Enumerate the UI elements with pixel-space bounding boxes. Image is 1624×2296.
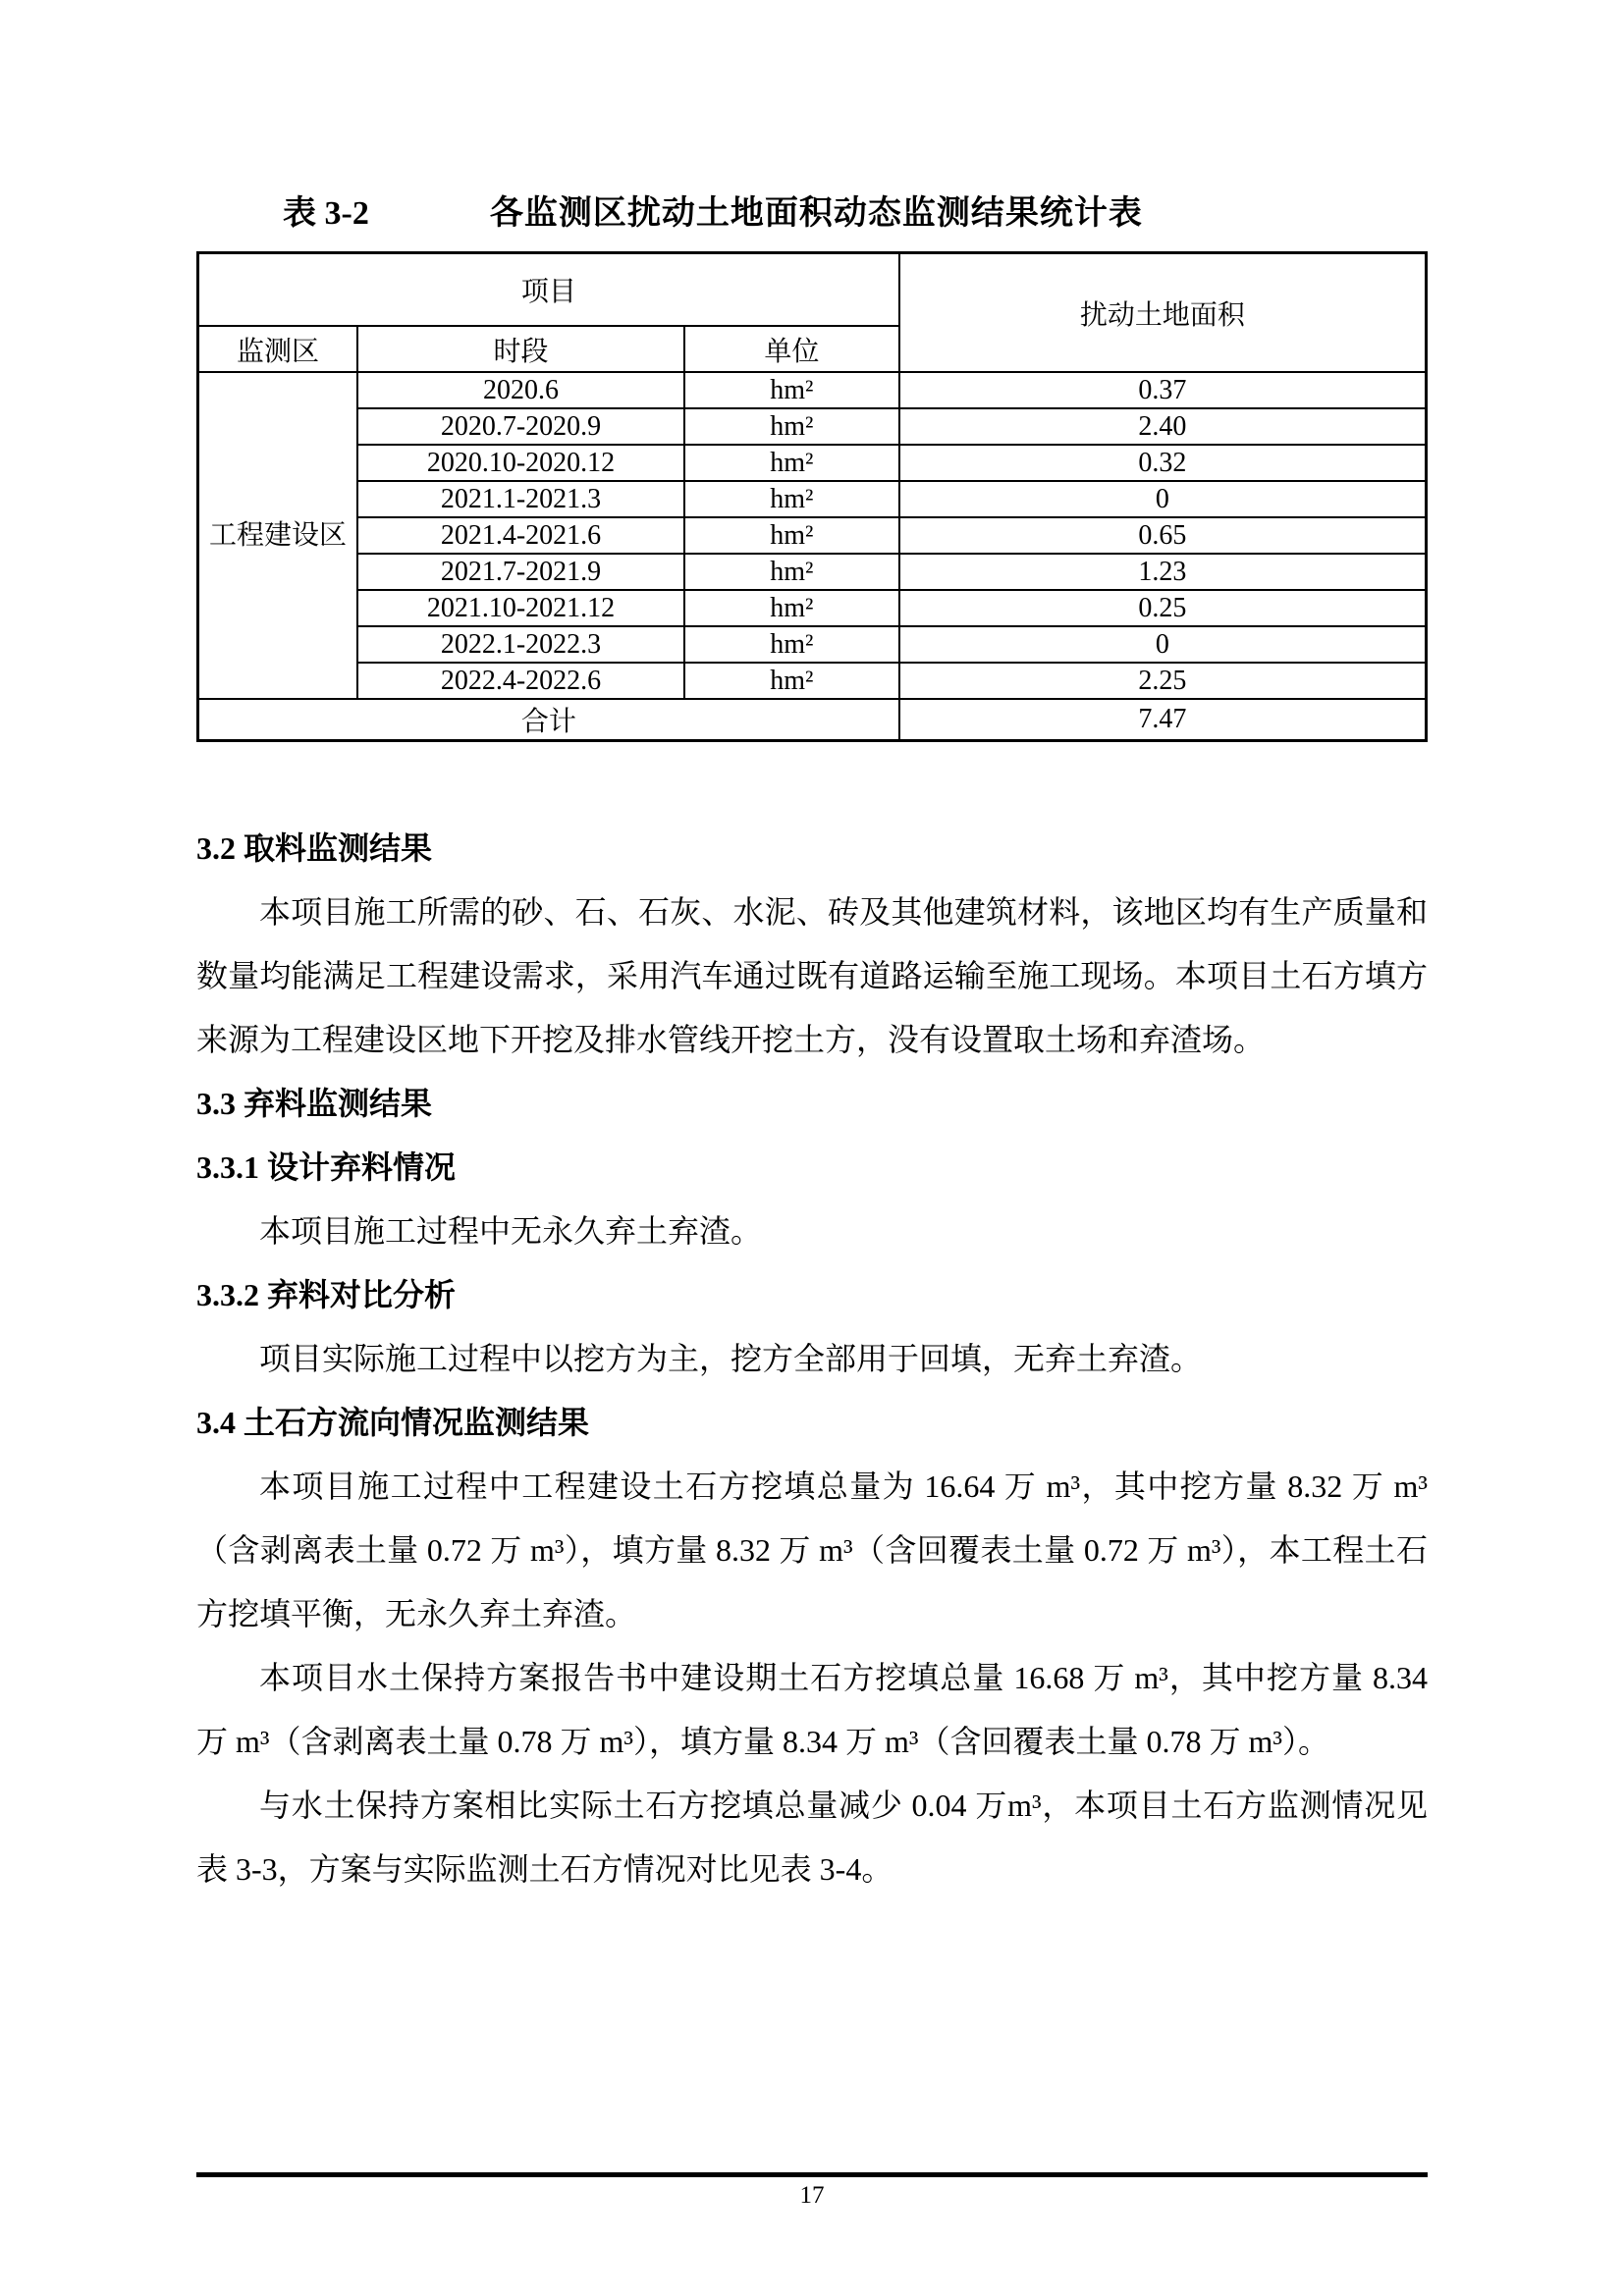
table-header-row-1: [198, 253, 1427, 327]
unit-cell: hm²: [684, 517, 899, 554]
header-project: 项目: [198, 253, 899, 327]
table-row: [198, 445, 1427, 481]
table-title: 各监测区扰动土地面积动态监测结果统计表: [489, 195, 1143, 232]
unit-cell: hm²: [684, 590, 899, 626]
paragraph: 本项目施工所需的砂、石、石灰、水泥、砖及其他建筑材料，该地区均有生产质量和数量均能满足工程建设需求，采用汽车通过既有道路运输至施工现场。本项目土石方填方来源为工程建设区地下开挖及排水管线开挖土方，没有设置取土场和弃渣场。: [196, 894, 1428, 1057]
section-heading-3-4: 3.4 土石方流向情况监测结果: [196, 1405, 590, 1440]
value-cell: 0: [899, 626, 1427, 663]
header-period: 时段: [357, 326, 684, 372]
period-cell: 2022.1-2022.3: [357, 626, 684, 663]
unit-cell: hm²: [684, 445, 899, 481]
table-caption: [196, 194, 1428, 234]
header-zone: 监测区: [198, 326, 358, 372]
header-disturbed-area: 扰动土地面积: [899, 253, 1427, 373]
value-cell: 0.65: [899, 517, 1427, 554]
table-row: [198, 626, 1427, 663]
table-row: [198, 517, 1427, 554]
table-row: [198, 481, 1427, 517]
header-unit: 单位: [684, 326, 899, 372]
unit-cell: hm²: [684, 408, 899, 445]
body-text: [196, 817, 1428, 1901]
paragraph: 项目实际施工过程中以挖方为主，挖方全部用于回填，无弃土弃渣。: [259, 1341, 1203, 1376]
document-page: [196, 194, 1428, 1901]
period-cell: 2021.4-2021.6: [357, 517, 684, 554]
value-cell: 0: [899, 481, 1427, 517]
section-heading-3-3-2: 3.3.2 弃料对比分析: [196, 1277, 457, 1312]
value-cell: 1.23: [899, 554, 1427, 590]
value-cell: 0.32: [899, 445, 1427, 481]
unit-cell: hm²: [684, 481, 899, 517]
value-cell: 0.37: [899, 372, 1427, 408]
unit-cell: hm²: [684, 663, 899, 699]
section-heading-3-3-1: 3.3.1 设计弃料情况: [196, 1149, 457, 1185]
value-cell: 0.25: [899, 590, 1427, 626]
period-cell: 2020.6: [357, 372, 684, 408]
section-heading-3-2: 3.2 取料监测结果: [196, 830, 433, 866]
total-value-cell: 7.47: [899, 699, 1427, 741]
table-row: [198, 554, 1427, 590]
paragraph: 本项目施工过程中无永久弃土弃渣。: [259, 1213, 763, 1249]
table-row: [198, 372, 1427, 408]
total-label-cell: 合计: [198, 699, 899, 741]
table-row: [198, 408, 1427, 445]
monitoring-table: [196, 251, 1428, 742]
table-label: 表 3-2: [283, 195, 369, 232]
zone-cell: 工程建设区: [198, 372, 358, 699]
period-cell: 2021.7-2021.9: [357, 554, 684, 590]
unit-cell: hm²: [684, 554, 899, 590]
unit-cell: hm²: [684, 372, 899, 408]
period-cell: 2022.4-2022.6: [357, 663, 684, 699]
value-cell: 2.25: [899, 663, 1427, 699]
paragraph: 本项目施工过程中工程建设土石方挖填总量为 16.64 万 m³，其中挖方量 8.32 万 m³（含剥离表土量 0.72 万 m³），填方量 8.32 万 m³（含回覆表土量 0.72 万 m³），本工程土石方挖填平衡，无永久弃土弃渣。: [196, 1468, 1428, 1631]
section-heading-3-3: 3.3 弃料监测结果: [196, 1086, 433, 1121]
paragraph: 本项目水土保持方案报告书中建设期土石方挖填总量 16.68 万 m³，其中挖方量 8.34 万 m³（含剥离表土量 0.78 万 m³），填方量 8.34 万 m³（含回覆表土量 0.78 万 m³）。: [196, 1660, 1428, 1759]
table-total-row: [198, 699, 1427, 741]
table-row: [198, 590, 1427, 626]
value-cell: 2.40: [899, 408, 1427, 445]
unit-cell: hm²: [684, 626, 899, 663]
page-number: 17: [799, 2182, 825, 2209]
period-cell: 2020.7-2020.9: [357, 408, 684, 445]
footer-divider: [196, 2172, 1428, 2177]
table-row: [198, 663, 1427, 699]
period-cell: 2020.10-2020.12: [357, 445, 684, 481]
paragraph: 与水土保持方案相比实际土石方挖填总量减少 0.04 万m³，本项目土石方监测情况见表 3-3，方案与实际监测土石方情况对比见表 3-4。: [196, 1788, 1428, 1887]
period-cell: 2021.1-2021.3: [357, 481, 684, 517]
period-cell: 2021.10-2021.12: [357, 590, 684, 626]
